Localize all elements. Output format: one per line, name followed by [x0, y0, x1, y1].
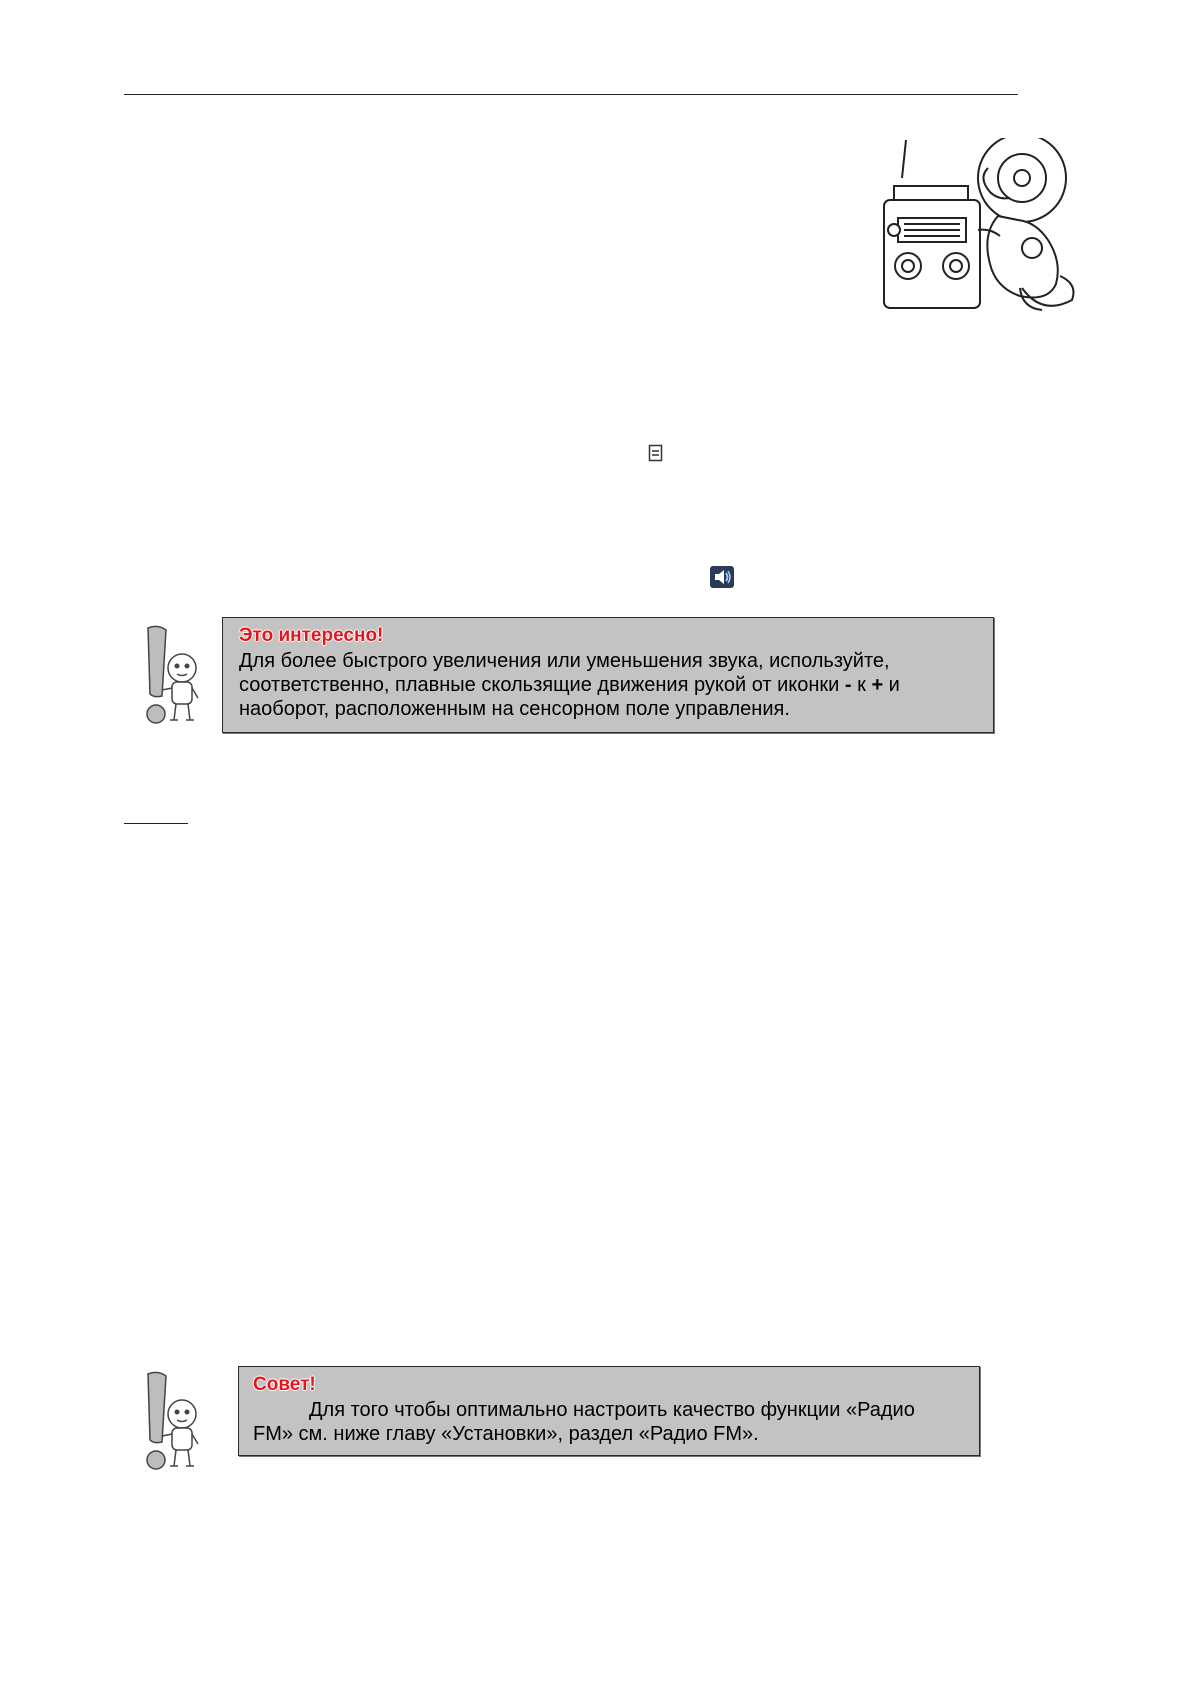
note-text: соответственно, плавные скользящие движения рукой от иконки	[239, 674, 845, 696]
note-line: FM» см. ниже главу «Установки», раздел «Радио FM».	[253, 1423, 759, 1445]
section-underline	[124, 823, 188, 824]
speaker-icon	[710, 566, 734, 588]
note-tip-box	[238, 1366, 980, 1456]
robot-radio-illustration	[872, 138, 1082, 316]
note-interesting-box	[222, 617, 994, 733]
note-text: и	[883, 674, 900, 696]
header-rule	[124, 94, 1018, 95]
note-line: Для более быстрого увеличения или уменьшения звука, используйте,	[239, 650, 890, 672]
note-line	[239, 673, 993, 697]
exclamation-mascot-icon	[140, 624, 204, 728]
menu-icon	[648, 444, 664, 462]
exclamation-mascot-icon	[140, 1370, 204, 1474]
note-title: Это интересно!	[239, 625, 384, 646]
note-line: Для того чтобы оптимально настроить качество функции «Радио	[309, 1399, 915, 1421]
minus-sign: -	[844, 674, 852, 696]
note-text: к	[851, 674, 872, 696]
note-line: наоборот, расположенным на сенсорном поле управления.	[239, 698, 790, 720]
plus-sign: +	[871, 674, 884, 696]
note-title: Совет!	[253, 1374, 316, 1395]
